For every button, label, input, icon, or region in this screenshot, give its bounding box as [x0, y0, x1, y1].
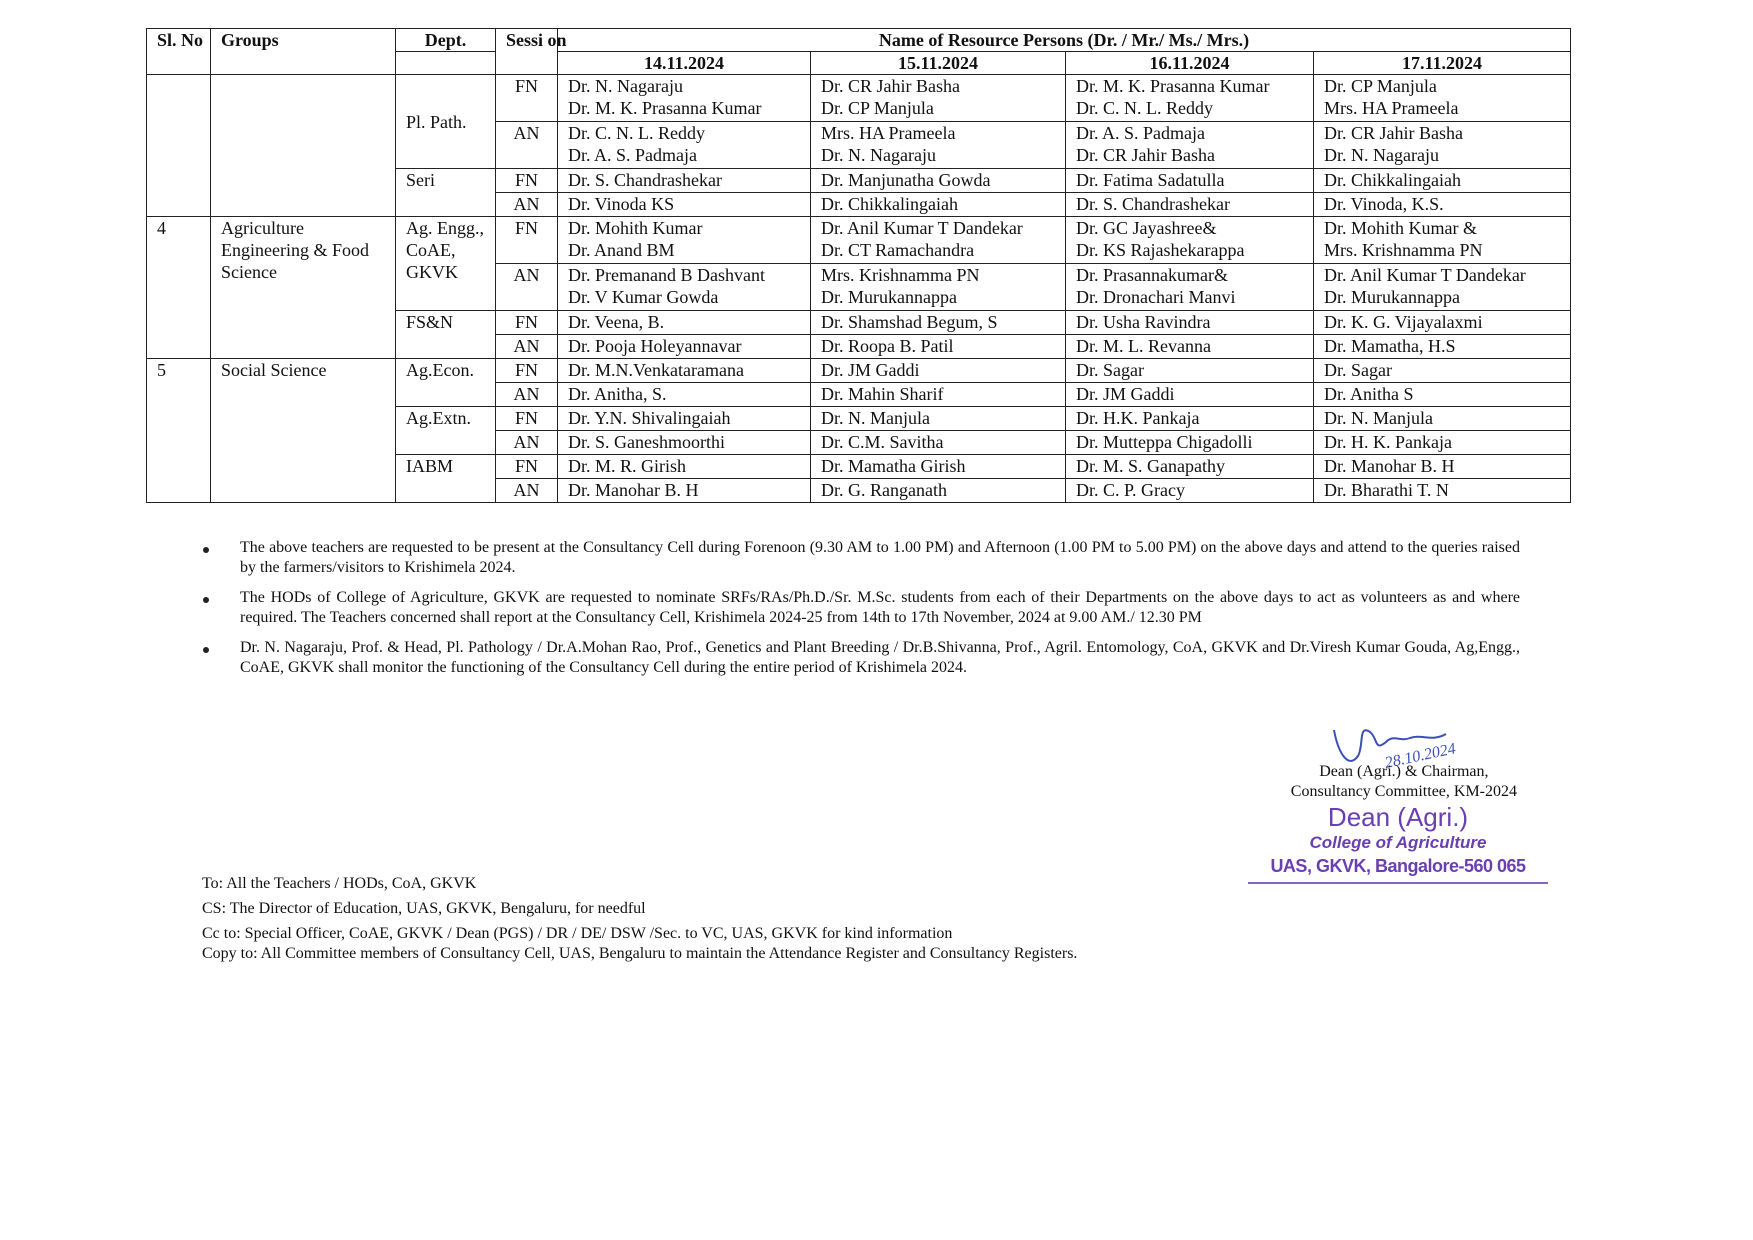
- resource-person-name: Dr. Vinoda, K.S.: [1324, 194, 1444, 214]
- resource-person-name: Dr. S. Ganeshmoorthi: [568, 432, 725, 452]
- resource-person-name: Dr. H. K. Pankaja: [1324, 432, 1452, 452]
- group-cell: [211, 75, 396, 217]
- distribution-cc: Cc to: Special Officer, CoAE, GKVK / Dean (PGS) / DR / DE/ DSW /Sec. to VC, UAS, GKVK for kind information: [202, 925, 953, 942]
- session-cell: FN: [496, 455, 558, 479]
- resource-person-cell: [1066, 335, 1314, 359]
- resource-person-cell: [811, 455, 1066, 479]
- resource-person-name: Dr. Manohar B. H: [1324, 456, 1455, 476]
- resource-person-cell: [1066, 431, 1314, 455]
- resource-person-cell: [811, 193, 1066, 217]
- resource-person-name: Dr. Murukannappa: [1324, 287, 1460, 307]
- resource-person-name: Dr. A. S. Padmaja: [568, 145, 697, 165]
- resource-person-cell: [811, 383, 1066, 407]
- official-stamp: [1238, 802, 1558, 884]
- note-item: The above teachers are requested to be present at the Consultancy Cell during Forenoon (9.30 AM to 1.00 PM) and Afternoon (1.00 PM to 5.00 PM) on the above days and attend to the queries raised by the farmers/visitors to Krishimela 2024.: [200, 538, 1520, 578]
- resource-person-cell: [558, 479, 811, 503]
- resource-person-name: Dr. Vinoda KS: [568, 194, 675, 214]
- table-row: [147, 75, 1571, 122]
- resource-person-name: Dr. G. Ranganath: [821, 480, 947, 500]
- dept-cell: Seri: [396, 169, 496, 217]
- resource-person-cell: [1066, 217, 1314, 264]
- table-row: [147, 217, 1571, 264]
- resource-person-name: Dr. CR Jahir Basha: [821, 76, 960, 96]
- stamp-address: UAS, GKVK, Bangalore-560 065: [1270, 856, 1526, 876]
- resource-person-cell: [1314, 431, 1571, 455]
- col-sl-no: Sl. No: [147, 29, 211, 75]
- resource-person-cell: [558, 122, 811, 169]
- dept-cell: Ag.Extn.: [396, 407, 496, 455]
- resource-person-cell: [558, 169, 811, 193]
- resource-person-cell: [811, 359, 1066, 383]
- resource-person-name: Dr. Manjunatha Gowda: [821, 170, 991, 190]
- resource-person-name: Dr. Veena, B.: [568, 312, 665, 332]
- resource-person-cell: [558, 431, 811, 455]
- resource-person-name: Dr. Anand BM: [568, 240, 675, 260]
- resource-person-name: Dr. H.K. Pankaja: [1076, 408, 1200, 428]
- sl-no-cell: 5: [147, 359, 211, 503]
- resource-person-name: Dr. Roopa B. Patil: [821, 336, 954, 356]
- resource-person-name: Dr. Dronachari Manvi: [1076, 287, 1236, 307]
- col-groups: Groups: [211, 29, 396, 75]
- resource-person-name: Dr. M. S. Ganapathy: [1076, 456, 1225, 476]
- session-cell: FN: [496, 407, 558, 431]
- resource-person-name: Dr. Mohith Kumar &: [1324, 218, 1477, 238]
- resource-person-cell: [1314, 193, 1571, 217]
- resource-person-cell: [558, 407, 811, 431]
- resource-person-cell: [558, 75, 811, 122]
- resource-person-cell: [811, 431, 1066, 455]
- resource-person-name: Dr. Mutteppa Chigadolli: [1076, 432, 1253, 452]
- resource-person-cell: [1066, 122, 1314, 169]
- signatory-block: [1291, 762, 1517, 802]
- resource-person-cell: [811, 122, 1066, 169]
- resource-person-cell: [1314, 407, 1571, 431]
- signatory-committee: Consultancy Committee, KM-2024: [1290, 783, 1517, 800]
- resource-person-name: Mrs. Krishnamma PN: [821, 265, 980, 285]
- table-body: [147, 75, 1571, 503]
- resource-person-name: Dr. CP Manjula: [821, 98, 934, 118]
- dept-cell: Ag.Econ.: [396, 359, 496, 407]
- resource-person-name: Dr. K. G. Vijayalaxmi: [1324, 312, 1483, 332]
- col-date-2: 15.11.2024: [811, 52, 1066, 75]
- session-cell: AN: [496, 335, 558, 359]
- resource-person-name: Dr. CR Jahir Basha: [1076, 145, 1215, 165]
- session-cell: AN: [496, 122, 558, 169]
- resource-person-cell: [1066, 264, 1314, 311]
- resource-person-cell: [1314, 264, 1571, 311]
- resource-person-name: Dr. Usha Ravindra: [1076, 312, 1211, 332]
- resource-person-name: Dr. Bharathi T. N: [1324, 480, 1449, 500]
- resource-person-name: Mrs. HA Prameela: [1324, 98, 1459, 118]
- resource-person-name: Dr. GC Jayashree&: [1076, 218, 1217, 238]
- resource-person-cell: [811, 169, 1066, 193]
- col-date-3: 16.11.2024: [1066, 52, 1314, 75]
- distribution-copy: Copy to: All Committee members of Consultancy Cell, UAS, Bengaluru to maintain the Attendance Register and Consultancy Registers.: [202, 945, 1078, 962]
- resource-person-name: Dr. N. Manjula: [821, 408, 930, 428]
- resource-person-cell: [1066, 311, 1314, 335]
- resource-person-name: Dr. CP Manjula: [1324, 76, 1437, 96]
- resource-person-name: Dr. S. Chandrashekar: [568, 170, 722, 190]
- signature-date: 28.10.2024: [1383, 740, 1458, 772]
- note-item: The HODs of College of Agriculture, GKVK are requested to nominate SRFs/RAs/Ph.D./Sr. M.Sc. students from each of their Departments on the above days to act as volunteers as and where required. The Teachers concerned shall report at the Consultancy Cell, Krishimela 2024-25 from 14th to 17th November, 2024 at 9.00 AM./ 12.30 PM: [200, 588, 1520, 628]
- col-date-1: 14.11.2024: [558, 52, 811, 75]
- resource-person-cell: [558, 217, 811, 264]
- resource-person-name: Dr. N. Nagaraju: [821, 145, 936, 165]
- dept-cell: Pl. Path.: [396, 75, 496, 169]
- dept-cell: FS&N: [396, 311, 496, 359]
- resource-person-name: Dr. Murukannappa: [821, 287, 957, 307]
- resource-person-name: Dr. Anil Kumar T Dandekar: [821, 218, 1023, 238]
- resource-person-name: Dr. Mohith Kumar: [568, 218, 703, 238]
- col-session: Sessi on: [496, 29, 558, 75]
- table-row: [147, 359, 1571, 383]
- resource-person-cell: [1314, 335, 1571, 359]
- resource-person-cell: [1066, 479, 1314, 503]
- session-cell: FN: [496, 359, 558, 383]
- resource-person-cell: [558, 359, 811, 383]
- resource-person-cell: [1066, 359, 1314, 383]
- resource-person-name: Dr. M.N.Venkataramana: [568, 360, 744, 380]
- col-dept: Dept.: [396, 29, 496, 52]
- resource-person-name: Dr. Sagar: [1324, 360, 1392, 380]
- resource-person-name: Dr. JM Gaddi: [1076, 384, 1175, 404]
- resource-person-cell: [558, 383, 811, 407]
- resource-person-name: Dr. CT Ramachandra: [821, 240, 975, 260]
- resource-person-cell: [558, 335, 811, 359]
- session-cell: AN: [496, 479, 558, 503]
- signatory-designation: Dean (Agri.) & Chairman,: [1319, 763, 1489, 780]
- resource-person-name: Dr. M. L. Revanna: [1076, 336, 1211, 356]
- resource-person-cell: [1314, 217, 1571, 264]
- resource-person-cell: [1066, 407, 1314, 431]
- resource-person-name: Dr. S. Chandrashekar: [1076, 194, 1230, 214]
- resource-person-cell: [558, 264, 811, 311]
- resource-person-name: Dr. N. Manjula: [1324, 408, 1433, 428]
- sl-no-cell: 4: [147, 217, 211, 359]
- resource-person-cell: [558, 311, 811, 335]
- resource-person-cell: [811, 407, 1066, 431]
- resource-person-name: Dr. C. P. Gracy: [1076, 480, 1185, 500]
- resource-person-name: Dr. Anil Kumar T Dandekar: [1324, 265, 1526, 285]
- header-row-1: [147, 29, 1571, 52]
- group-cell: Agriculture Engineering & Food Science: [211, 217, 396, 359]
- resource-person-cell: [1066, 455, 1314, 479]
- resource-person-cell: [1314, 383, 1571, 407]
- session-cell: FN: [496, 311, 558, 335]
- resource-person-cell: [1314, 479, 1571, 503]
- resource-person-name: Dr. Prasannakumar&: [1076, 265, 1228, 285]
- resource-person-cell: [1314, 169, 1571, 193]
- notes-list: [200, 538, 1520, 688]
- resource-person-name: Dr. Fatima Sadatulla: [1076, 170, 1225, 190]
- resource-person-name: Mrs. HA Prameela: [821, 123, 956, 143]
- resource-person-cell: [1314, 122, 1571, 169]
- col-dept-blank: [396, 52, 496, 75]
- session-cell: FN: [496, 169, 558, 193]
- stamp-underline: [1248, 882, 1548, 884]
- resource-person-name: Dr. M. K. Prasanna Kumar: [1076, 76, 1270, 96]
- resource-person-cell: [1314, 455, 1571, 479]
- group-cell: Social Science: [211, 359, 396, 503]
- resource-person-name: Dr. Manohar B. H: [568, 480, 699, 500]
- dept-cell: IABM: [396, 455, 496, 503]
- session-cell: AN: [496, 264, 558, 311]
- resource-person-name: Dr. M. K. Prasanna Kumar: [568, 98, 762, 118]
- stamp-college: College of Agriculture: [1309, 833, 1487, 852]
- note-item: Dr. N. Nagaraju, Prof. & Head, Pl. Pathology / Dr.A.Mohan Rao, Prof., Genetics and Plant Breeding / Dr.B.Shivanna, Prof., Agril. Entomology, CoA, GKVK and Dr.Viresh Kumar Gouda, Ag,Engg., CoAE, GKVK shall monitor the functioning of the Consultancy Cell during the entire period of Krishimela 2024.: [200, 638, 1520, 678]
- resource-person-cell: [811, 479, 1066, 503]
- resource-person-name: Dr. C. N. L. Reddy: [1076, 98, 1213, 118]
- resource-person-name: Dr. Mamatha, H.S: [1324, 336, 1456, 356]
- resource-person-name: Dr. Sagar: [1076, 360, 1144, 380]
- resource-person-cell: [558, 455, 811, 479]
- dept-cell: Ag. Engg., CoAE, GKVK: [396, 217, 496, 311]
- resource-person-name: Dr. A. S. Padmaja: [1076, 123, 1205, 143]
- resource-person-name: Dr. Anitha S: [1324, 384, 1414, 404]
- resource-person-cell: [558, 193, 811, 217]
- resource-person-cell: [1066, 193, 1314, 217]
- resource-persons-table: [146, 28, 1571, 503]
- resource-person-name: Dr. Chikkalingaiah: [821, 194, 958, 214]
- resource-person-name: Dr. JM Gaddi: [821, 360, 920, 380]
- resource-person-cell: [811, 217, 1066, 264]
- session-cell: FN: [496, 75, 558, 122]
- resource-person-name: Dr. C. N. L. Reddy: [568, 123, 705, 143]
- resource-person-cell: [811, 75, 1066, 122]
- resource-person-name: Dr. Y.N. Shivalingaiah: [568, 408, 731, 428]
- resource-person-name: Dr. Chikkalingaiah: [1324, 170, 1461, 190]
- resource-person-cell: [1314, 359, 1571, 383]
- resource-person-cell: [1066, 383, 1314, 407]
- resource-person-name: Dr. Mahin Sharif: [821, 384, 944, 404]
- session-cell: AN: [496, 431, 558, 455]
- resource-person-cell: [1314, 311, 1571, 335]
- col-date-4: 17.11.2024: [1314, 52, 1571, 75]
- resource-person-cell: [1314, 75, 1571, 122]
- resource-person-cell: [811, 264, 1066, 311]
- session-cell: AN: [496, 193, 558, 217]
- resource-person-name: Dr. M. R. Girish: [568, 456, 687, 476]
- session-cell: FN: [496, 217, 558, 264]
- resource-person-name: Dr. KS Rajashekarappa: [1076, 240, 1245, 260]
- resource-person-name: Dr. V Kumar Gowda: [568, 287, 719, 307]
- resource-person-cell: [1066, 169, 1314, 193]
- resource-person-name: Mrs. Krishnamma PN: [1324, 240, 1483, 260]
- resource-person-cell: [1066, 75, 1314, 122]
- distribution-list: [202, 874, 1077, 969]
- resource-person-name: Dr. Pooja Holeyannavar: [568, 336, 742, 356]
- resource-person-name: Dr. CR Jahir Basha: [1324, 123, 1463, 143]
- sl-no-cell: [147, 75, 211, 217]
- resource-person-name: Dr. Mamatha Girish: [821, 456, 966, 476]
- distribution-to: To: All the Teachers / HODs, CoA, GKVK: [202, 875, 477, 892]
- session-cell: AN: [496, 383, 558, 407]
- resource-person-name: Dr. N. Nagaraju: [568, 76, 683, 96]
- resource-person-name: Dr. N. Nagaraju: [1324, 145, 1439, 165]
- col-resource-persons: Name of Resource Persons (Dr. / Mr./ Ms./ Mrs.): [558, 29, 1571, 52]
- resource-person-name: Dr. Premanand B Dashvant: [568, 265, 765, 285]
- resource-person-name: Dr. Shamshad Begum, S: [821, 312, 998, 332]
- resource-person-cell: [811, 335, 1066, 359]
- resource-person-name: Dr. C.M. Savitha: [821, 432, 944, 452]
- stamp-title: Dean (Agri.): [1327, 802, 1469, 832]
- distribution-cs: CS: The Director of Education, UAS, GKVK, Bengaluru, for needful: [202, 900, 646, 917]
- resource-person-name: Dr. Anitha, S.: [568, 384, 667, 404]
- resource-person-cell: [811, 311, 1066, 335]
